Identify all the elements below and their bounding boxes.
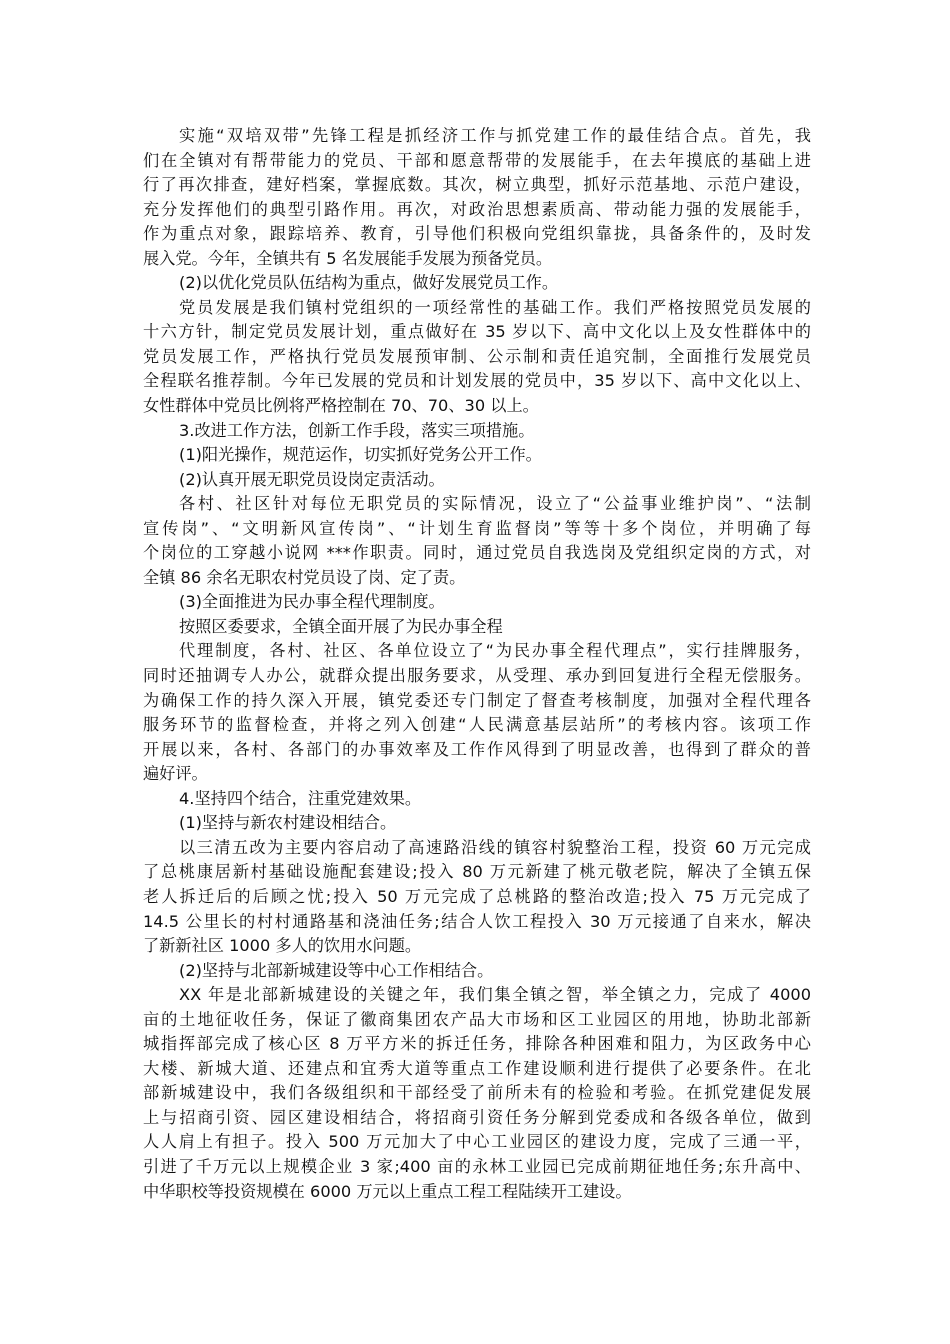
text-line: 了总桃康居新村基础设施配套建设;投入 80 万元新建了桃元敬老院，解决了全镇五保 — [143, 862, 811, 882]
paragraph — [143, 590, 811, 615]
text-line: 党员发展工作，严格执行党员发展预审制、公示制和责任追究制，全面推行发展党员 — [143, 346, 811, 366]
paragraph — [143, 419, 811, 444]
text-line: 党员发展是我们镇村党组织的一项经常性的基础工作。我们严格按照党员发展的 — [179, 297, 811, 317]
text-line: (2)坚持与北部新城建设等中心工作相结合。 — [179, 960, 494, 980]
paragraph — [143, 811, 811, 836]
text-line: 展入党。今年，全镇共有 5 名发展能手发展为预备党员。 — [143, 248, 553, 268]
text-line: 实施“双培双带”先锋工程是抓经济工作与抓党建工作的最佳结合点。首先，我 — [179, 126, 811, 145]
text-line: 充分发挥他们的典型引路作用。再次，对政治思想素质高、带动能力强的发展能手， — [143, 199, 811, 219]
text-line: 亩的土地征收任务，保证了徽商集团农产品大市场和区工业园区的用地，协助北部新 — [143, 1009, 811, 1029]
paragraph — [143, 836, 811, 959]
paragraph — [143, 271, 811, 296]
text-line: 人人肩上有担子。投入 500 万元加大了中心工业园区的建设力度，完成了三通一平， — [143, 1132, 811, 1152]
text-line: 宣传岗”、“文明新风宣传岗”、“计划生育监督岗”等等十多个岗位，并明确了每 — [143, 518, 811, 538]
text-line: 行了再次排查，建好档案，掌握底数。其次，树立典型，抓好示范基地、示范户建设， — [143, 175, 811, 195]
text-line: 14.5 公里长的村村通路基和浇油任务;结合人饮工程投入 30 万元接通了自来水，解决 — [143, 911, 811, 931]
document-body — [143, 124, 811, 1204]
text-line: 作为重点对象，跟踪培养、教育，引导他们积极向党组织靠拢，具备条件的，及时发 — [143, 224, 811, 244]
text-line: 遍好评。 — [143, 764, 208, 784]
text-line: 中华职校等投资规模在 6000 万元以上重点工程工程陆续开工建设。 — [143, 1181, 632, 1201]
text-line: 全程联名推荐制。今年已发展的党员和计划发展的党员中，35 岁以下、高中文化以上、 — [143, 371, 811, 391]
text-line: 以三清五改为主要内容启动了高速路沿线的镇容村貌整治工程，投资 60 万元完成 — [179, 837, 811, 857]
text-line: (2)以优化党员队伍结构为重点，做好发展党员工作。 — [179, 273, 559, 293]
paragraph — [143, 468, 811, 493]
text-line: 4.坚持四个结合，注重党建效果。 — [179, 788, 422, 808]
text-line: (1)坚持与新农村建设相结合。 — [179, 813, 397, 833]
text-line: (2)认真开展无职党员设岗定责活动。 — [179, 469, 445, 489]
text-line: 各村、社区针对每位无职党员的实际情况，设立了“公益事业维护岗”、“法制 — [179, 494, 811, 514]
paragraph — [143, 983, 811, 1204]
text-line: 城指挥部完成了核心区 8 万平方米的拆迁任务，排除各种困难和阻力，为区政务中心 — [143, 1034, 811, 1054]
text-line: 引进了千万元以上规模企业 3 家;400 亩的永林工业园已完成前期征地任务;东升高中、 — [143, 1156, 811, 1176]
paragraph — [143, 124, 811, 271]
text-line: 老人拆迁后的后顾之忧;投入 50 万元完成了总桃路的整治改造;投入 75 万元完成了 — [143, 886, 811, 906]
text-line: 同时还抽调专人办公，就群众提出服务要求，从受理、承办到回复进行全程无偿服务。 — [143, 666, 811, 686]
text-line: (3)全面推进为民办事全程代理制度。 — [179, 592, 445, 612]
text-line: 大楼、新城大道、还建点和宜秀大道等重点工作建设顺利进行提供了必要条件。在北 — [143, 1058, 811, 1078]
text-line: 代理制度，各村、社区、各单位设立了“为民办事全程代理点”，实行挂牌服务， — [179, 641, 811, 661]
text-line: 为确保工作的持久深入开展，镇党委还专门制定了督查考核制度，加强对全程代理各 — [143, 690, 811, 710]
text-line: XX 年是北部新城建设的关键之年，我们集全镇之智，举全镇之力，完成了 4000 — [179, 985, 811, 1005]
text-line: (1)阳光操作，规范运作，切实抓好党务公开工作。 — [179, 445, 542, 465]
paragraph — [143, 492, 811, 590]
text-line: 全镇 86 余名无职农村党员设了岗、定了责。 — [143, 567, 466, 587]
text-line: 女性群体中党员比例将严格控制在 70、70、30 以上。 — [143, 396, 539, 416]
paragraph — [143, 639, 811, 786]
text-line: 服务环节的监督检查，并将之列入创建“人民满意基层站所”的考核内容。该项工作 — [143, 715, 811, 735]
paragraph — [143, 296, 811, 419]
paragraph — [143, 787, 811, 812]
text-line: 开展以来，各村、各部门的办事效率及工作作风得到了明显改善，也得到了群众的普 — [143, 739, 811, 759]
paragraph — [143, 615, 811, 640]
text-line: 上与招商引资、园区建设相结合，将招商引资任务分解到党委成和各级各单位，做到 — [143, 1107, 811, 1127]
text-line: 们在全镇对有帮带能力的党员、干部和愿意帮带的发展能手，在去年摸底的基础上进 — [143, 150, 811, 170]
paragraph — [143, 959, 811, 984]
text-line: 部新城建设中，我们各级组织和干部经受了前所未有的检验和考验。在抓党建促发展 — [143, 1083, 811, 1103]
text-line: 3.改进工作方法，创新工作手段，落实三项措施。 — [179, 420, 535, 440]
text-line: 十六方针，制定党员发展计划，重点做好在 35 岁以下、高中文化以上及女性群体中的 — [143, 322, 811, 342]
paragraph — [143, 443, 811, 468]
text-line: 了新新社区 1000 多人的饮用水问题。 — [143, 936, 422, 956]
text-line: 个岗位的工穿越小说网 ***作职责。同时，通过党员自我选岗及党组织定岗的方式，对 — [143, 543, 811, 563]
text-line: 按照区委要求，全镇全面开展了为民办事全程 — [179, 616, 503, 636]
